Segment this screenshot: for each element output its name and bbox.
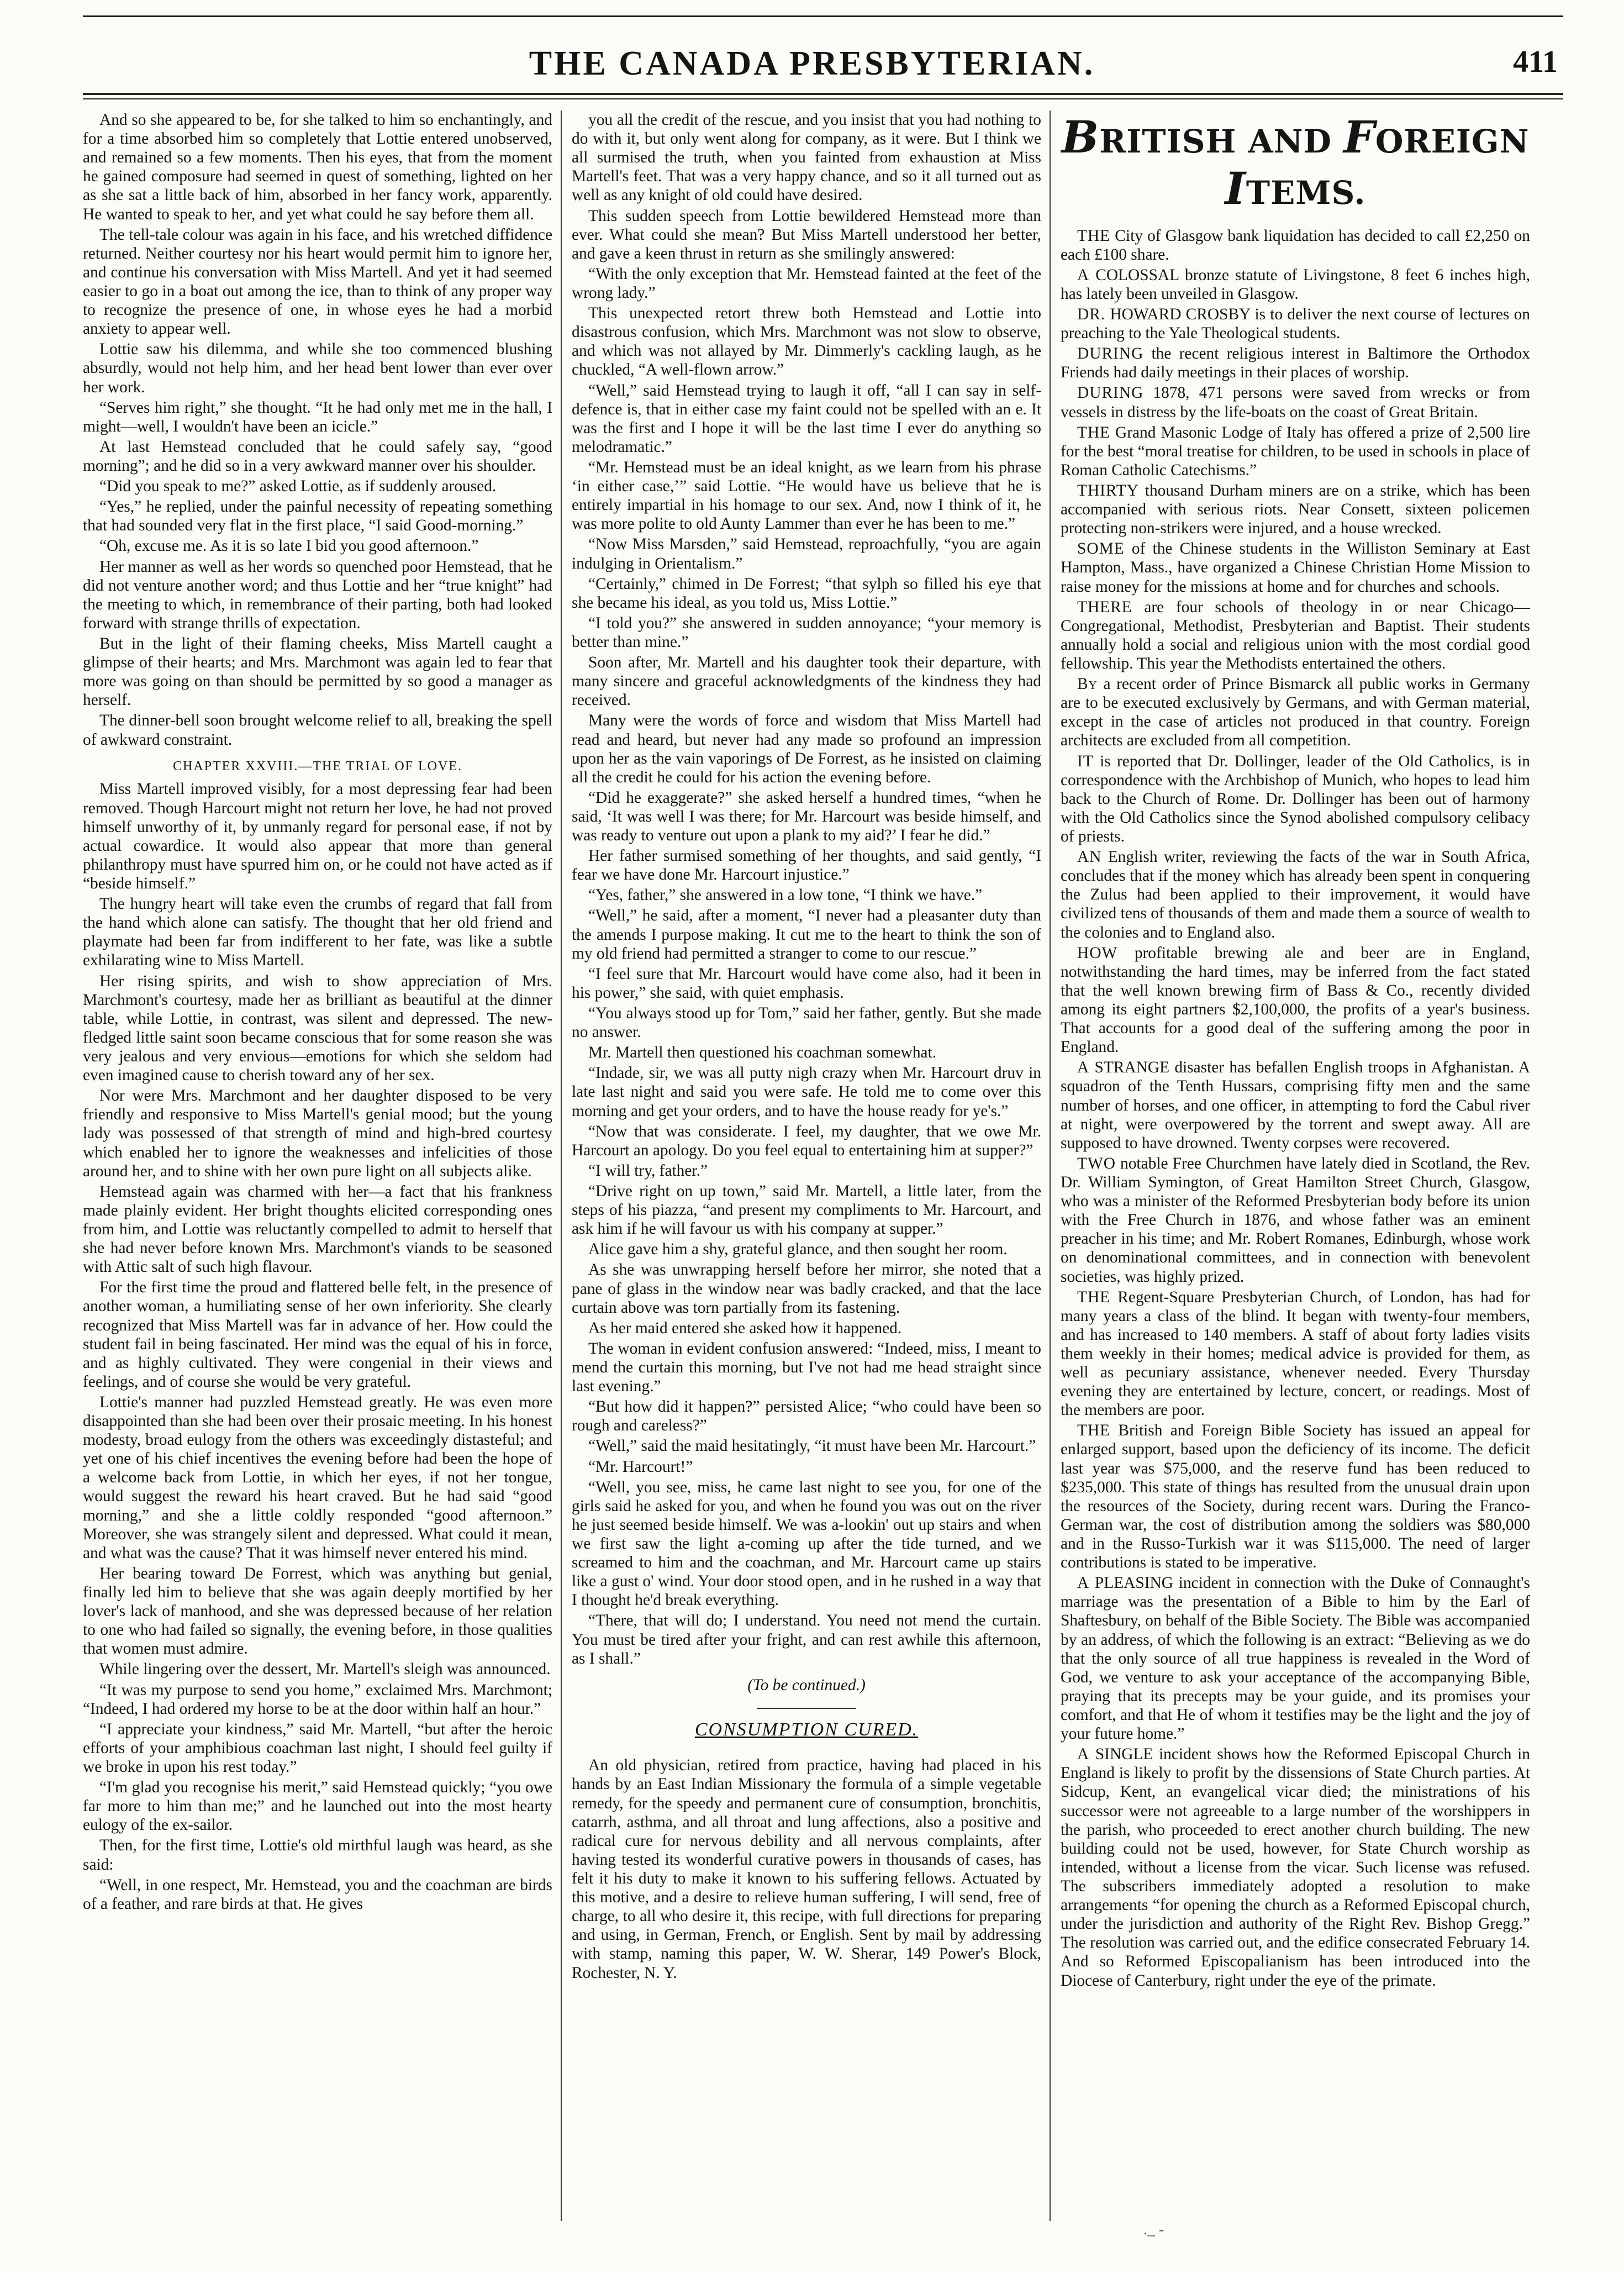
item-lead-word: By (1077, 675, 1098, 693)
consumption-cured-heading: CONSUMPTION CURED. (694, 1719, 919, 1740)
story-paragraph: “Did you speak to me?” asked Lottie, as if suddenly aroused. (99, 477, 497, 496)
running-title: THE CANADA PRESBYTERIAN. (529, 45, 1095, 82)
item-lead-word: THERE (1077, 598, 1132, 616)
story-paragraph: “Now that was considerate. I feel, my daughter, that we owe Mr. Harcourt an apology. Do you feel equal to entertaining him at supper?” (572, 1122, 1041, 1159)
story-paragraph: Her bearing toward De Forrest, which was anything but genial, finally led him to believe that she was again deeply mortified by her lover's lack of manhood, and she was depressed because of her relation to one who had failed so signally, the evening before, in those qualities that women must admire. (83, 1564, 552, 1658)
news-item: THE Grand Masonic Lodge of Italy has offered a prize of 2,500 lire for the best “moral treatise for children, to be used in schools in place of Roman Catholic Catechisms.” (1061, 423, 1530, 479)
story-paragraph: “Well,” said the maid hesitatingly, “it must have been Mr. Harcourt.” (588, 1437, 1036, 1455)
story-paragraph: The dinner-bell soon brought welcome relief to all, breaking the spell of awkward constraint. (83, 712, 552, 749)
top-rule (83, 15, 1563, 17)
story-paragraph: The tell-tale colour was again in his face, and his wretched diffidence returned. Neither courtesy nor his heart would permit him to ignore her, and continue his conversation with Miss Martell. And yet it had seemed easier to go in a boat out among the ice, than to think of any proper way to recognize the presence of one, in whose eyes he had a morbid anxiety to appear well. (83, 225, 552, 338)
story-paragraph: “I'm glad you recognise his merit,” said Hemstead quickly; “you owe far more to him than me;” and he launched out into the most hearty eulogy of the ex-sailor. (83, 1779, 552, 1834)
story-paragraph: “I appreciate your kindness,” said Mr. Martell, “but after the heroic efforts of your amphibious coachman last night, I should feel guilty if we broke in upon his rest today.” (83, 1720, 552, 1776)
news-item: THE British and Foreign Bible Society has issued an appeal for enlarged support, based upon the deficiency of its income. The deficit last year was $75,000, and the reserve fund has been reduced to $235,000. This state of things has resulted from the unusual drain upon the resources of the Society, during recent wars. During the Franco-German war, the cost of distribution among the soldiers was $80,000 and in the Russo-Turkish war it was $115,000. The need of larger contributions is stated to be imperative. (1061, 1422, 1530, 1572)
story-paragraph: “I told you?” she answered in sudden annoyance; “your memory is better than mine.” (572, 614, 1041, 651)
item-lead-word: IT (1077, 752, 1094, 770)
story-paragraph: Lottie saw his dilemma, and while she too commenced blushing absurdly, would not help him, and her head bent lower than ever over her work. (83, 340, 552, 396)
heading-initial-i: I (1225, 162, 1246, 214)
story-paragraph: “Mr. Harcourt!” (588, 1458, 693, 1476)
item-lead-word: A (1077, 1574, 1090, 1592)
news-item: THERE are four schools of theology in or near Chicago—Congregational, Methodist, Presbyterian and Baptist. Their students annually hold a social and religious union with the most cordial good fellowship. This year the Methodists entertained the others. (1061, 598, 1530, 672)
story-paragraph: Many were the words of force and wisdom that Miss Martell had read and heard, but never had any made so profound an impression upon her as the vain vaporings of De Forrest, as he insisted on claiming all the credit he could for his action the evening before. (572, 712, 1041, 786)
column-2 (572, 111, 1041, 2254)
item-lead-word: THE (1077, 227, 1111, 245)
story-paragraph: “I feel sure that Mr. Harcourt would have come also, had it been in his power,” she said, with quiet emphasis. (572, 965, 1041, 1002)
story-paragraph: “With the only exception that Mr. Hemstead fainted at the feet of the wrong lady.” (572, 265, 1041, 302)
story-paragraph: “Indade, sir, we was all putty nigh crazy when Mr. Harcourt druv in late last night and said you were safe. He told me to come over this morning and get your orders, and to have the house ready for ye's.” (572, 1064, 1041, 1120)
item-lead-word: DURING (1077, 384, 1144, 402)
heading-initial-f: F (1343, 111, 1375, 163)
news-item: A SINGLE incident shows how the Reformed Episcopal Church in England is likely to profit by the dissensions of State Church parties. At Sidcup, Kent, an evangelical vicar died; the ministrations of his successor were not agreeable to a large number of the worshippers in the parish, who proceeded to erect another church building. The new building could not be used, however, for State Church worship as intended, without a license from the vicar. Such license was refused. The subscribers immediately adopted a resolution to make arrangements “for opening the church as a Reformed Episcopal church, under the jurisdiction and authority of the Right Rev. Bishop Gregg.” The resolution was carried out, and the edifice consecrated February 14. And so Reformed Episcopalianism has been introduced into the Diocese of Canterbury, right under the eye of the primate. (1061, 1745, 1530, 1990)
item-lead-word: THIRTY (1077, 482, 1139, 500)
story-paragraph: Then, for the first time, Lottie's old mirthful laugh was heard, as she said: (83, 1837, 552, 1874)
item-lead-word: A (1077, 1059, 1090, 1077)
british-foreign-items-heading (1061, 112, 1530, 214)
news-item: THIRTY thousand Durham miners are on a strike, which has been accompanied with serious riots. Near Consett, sixteen policemen protecting non-strikers were injured, and a house wrecked. (1061, 482, 1530, 538)
news-item: DURING 1878, 471 persons were saved from wrecks or from vessels in distress by the life-boats on the coast of Great Britain. (1061, 384, 1530, 421)
consumption-cured-notice: An old physician, retired from practice, having had placed in his hands by an East Indian Missionary the formula of a simple vegetable remedy, for the speedy and permanent cure of consumption, bronchitis, catarrh, asthma, and all throat and lung affections, also a positive and radical cure for nervous debility and all nervous complaints, after having tested its wonderful curative powers in thousands of cases, has felt it his duty to make it known to his suffering fellows. Actuated by this motive, and a desire to relieve human suffering, I will send, free of charge, to all who desire it, this recipe, with full directions for preparing and using, in German, French, or English. Sent by mail by addressing with stamp, naming this paper, W. W. Sherar, 149 Power's Block, Rochester, N. Y. (572, 1756, 1041, 1982)
story-paragraph: “I will try, father.” (588, 1161, 708, 1180)
story-paragraph: “Oh, excuse me. As it is so late I bid you good afternoon.” (99, 537, 479, 555)
story-paragraph: “Now Miss Marsden,” said Hemstead, reproachfully, “you are again indulging in Orientalism.” (572, 535, 1041, 572)
news-item: HOW profitable brewing ale and beer are in England, notwithstanding the hard times, may be inferred from the fact stated that the well known brewing firm of Bass & Co., recently divided among its eight partners $2,100,000, the profits of a year's business. That accounts for a good deal of the suffering among the poor in England. (1061, 944, 1530, 1056)
to-be-continued: (To be continued.) (747, 1676, 866, 1694)
item-lead-word: THE (1077, 1422, 1111, 1440)
item-lead-word: AN (1077, 848, 1102, 866)
heading-part: OREIGN (1375, 123, 1530, 160)
news-item: TWO notable Free Churchmen have lately died in Scotland, the Rev. Dr. William Symington, of Great Hamilton Street Church, Glasgow, who was a minister of the Reformed Presbyterian body before its union with the Free Church in 1876, and whose father was an eminent preacher in his time; and Mr. Robert Romanes, Edinburgh, whose work on denominational committees, and in connection with benevolent societies, was highly prized. (1061, 1154, 1530, 1286)
column-divider (1050, 111, 1051, 2221)
story-paragraph: Soon after, Mr. Martell and his daughter took their departure, with many sincere and graceful acknowledgments of the kindness they had received. (572, 654, 1041, 709)
column-divider (561, 111, 562, 2221)
story-paragraph: “Yes,” he replied, under the painful necessity of repeating something that had sounded very flat in the first place, “I said Good-morning.” (83, 498, 552, 535)
story-paragraph: “Yes, father,” she answered in a low tone, “I think we have.” (588, 886, 983, 904)
story-paragraph: “Well,” said Hemstead trying to laugh it off, “all I can say in self-defence is, that in either case my faint could not be spelled with an e. It was the first and I hope it will be the last time I ever do anything so melodramatic.” (572, 381, 1041, 456)
news-item: DURING the recent religious interest in Baltimore the Orthodox Friends had daily meetings in their places of worship. (1061, 345, 1530, 382)
story-paragraph: But in the light of their flaming cheeks, Miss Martell caught a glimpse of their hearts; and Mrs. Marchmont was again led to fear that more was going on than should be permitted by so good a manager as herself. (83, 634, 552, 709)
item-lead-word: THE (1077, 1288, 1111, 1306)
story-paragraph: This sudden speech from Lottie bewildered Hemstead more than ever. What could she mean? But Miss Martell understood her better, and gave a keen thrust in return as she smilingly answered: (572, 207, 1041, 262)
news-item: DR. HOWARD CROSBY is to deliver the next course of lectures on preaching to the Yale Theological students. (1061, 306, 1530, 343)
story-paragraph: As her maid entered she asked how it happened. (588, 1319, 902, 1337)
story-paragraph: “But how did it happen?” persisted Alice; “who could have been so rough and careless?” (572, 1398, 1041, 1435)
news-item: AN English writer, reviewing the facts of the war in South Africa, concludes that if the money which has already been spent in conquering the Zulus had been applied to their improvement, it would have civilized tens of thousands of them and made them a source of wealth to the colonies and to England also. (1061, 848, 1530, 941)
news-item: THE City of Glasgow bank liquidation has decided to call £2,250 on each £100 share. (1061, 227, 1530, 264)
item-lead-word: HOW (1077, 944, 1118, 962)
serial-story-part-2 (83, 780, 552, 1913)
story-paragraph: Her father surmised something of her thoughts, and said gently, “I fear we have done Mr. Harcourt injustice.” (572, 847, 1041, 884)
news-item: A PLEASING incident in connection with the Duke of Connaught's marriage was the presentation of a Bible to him by the Earl of Shaftesbury, on behalf of the Bible Society. The Bible was accompanied by an address, of which the following is an extract: “Believing as we do that the only source of all true happiness is revealed in the Word of God, we venture to ask your acceptance of the accompanying Bible, praying that its precepts may be your guide, and its promises your comfort, and that He of whom it testifies may be the light and the joy of your future home.” (1061, 1574, 1530, 1743)
news-item: By a recent order of Prince Bismarck all public works in Germany are to be executed exclusively by Germans, and with German material, except in the case of articles not produced in that country. Foreign architects are excluded from all competition. (1061, 675, 1530, 750)
story-paragraph: For the first time the proud and flattered belle felt, in the presence of another woman, a humiliating sense of her own inferiority. She clearly recognized that Miss Martell was far in advance of her. How could the student fail in being fascinated. Her mind was the equal of his in force, and as highly cultivated. They were congenial in their views and feelings, and of course she would be very grateful. (83, 1278, 552, 1391)
heading-part: RITISH AND (1099, 123, 1344, 160)
story-paragraph: At last Hemstead concluded that he could safely say, “good morning”; and he did so in a very awkward manner over his shoulder. (83, 438, 552, 475)
item-lead-word: SOME (1077, 540, 1125, 558)
story-paragraph: “It was my purpose to send you home,” exclaimed Mrs. Marchmont; “Indeed, I had ordered my horse to be at the door within half an hour.” (83, 1681, 552, 1718)
story-paragraph: “Well, in one respect, Mr. Hemstead, you and the coachman are birds of a feather, and rare birds at that. He gives (83, 1876, 552, 1913)
story-paragraph: Her manner as well as her words so quenched poor Hemstead, that he did not venture another word; and thus Lottie and her “true knight” had the meeting to which, in remembrance of their parting, both had looked forward with strange thrills of expectation. (83, 557, 552, 632)
item-lead-word: DR. (1077, 306, 1106, 324)
story-paragraph: “Serves him right,” she thought. “It he had only met me in the hall, I might—well, I wouldn't have been an icicle.” (83, 398, 552, 435)
story-paragraph: “Mr. Hemstead must be an ideal knight, as we learn from his phrase ‘in either case,’” said Lottie. “He would have us believe that he is entirely impartial in his homage to our sex. And, now I think of it, he was more polite to old Aunty Lammer than ever he has been to me.” (572, 458, 1041, 533)
section-rule (757, 1708, 856, 1709)
news-item: A STRANGE disaster has befallen English troops in Afghanistan. A squadron of the Tenth Hussars, comprising fifty men and the same number of horses, and one officer, in attempting to ford the Cabul river at night, were overpowered by the torrent and swept away. All are supposed to have drowned. Twenty corpses were recovered. (1061, 1059, 1530, 1152)
story-paragraph: As she was unwrapping herself before her mirror, she noted that a pane of glass in the window near was badly cracked, and that the lace curtain above was torn partially from its fastening. (572, 1261, 1041, 1317)
story-paragraph: “Certainly,” chimed in De Forrest; “that sylph so filled his eye that she became his ideal, as you told us, Miss Lottie.” (572, 575, 1041, 612)
story-paragraph: Alice gave him a shy, grateful glance, and then sought her room. (588, 1240, 1008, 1259)
news-item: SOME of the Chinese students in the Williston Seminary at East Hampton, Mass., have organized a Chinese Christian Home Mission to raise money for the missions at home and for churches and schools. (1061, 540, 1530, 596)
story-paragraph: This unexpected retort threw both Hemstead and Lottie into disastrous confusion, which Mrs. Marchmont was not slow to observe, and which was not allayed by Mr. Dimmerly's cackling laugh, as he chuckled, “A well-flown arrow.” (572, 304, 1041, 379)
story-paragraph: you all the credit of the rescue, and you insist that you had nothing to do with it, but only went along for company, as it were. But I think we all surmised the truth, when you fainted from exhaustion at Miss Martell's feet. That was a very happy chance, and so it all turned out as well as any knight of old could have desired. (572, 111, 1041, 204)
story-paragraph: Hemstead again was charmed with her—a fact that his frankness made plainly evident. Her bright thoughts elicited corresponding ones from him, and Lottie was reluctantly compelled to admit to herself that she had never before known Mrs. Marchmont's viands to be seasoned with Attic salt of such high flavour. (83, 1182, 552, 1276)
heading-initial-b: B (1061, 111, 1100, 163)
story-paragraph: Lottie's manner had puzzled Hemstead greatly. He was even more disappointed than she had been over their prosaic meeting. In his honest modesty, broad eulogy from the others was exceedingly distasteful; and yet one of his chief incentives the evening before had been the hope of a welcome back from Lottie, in which her eyes, if not her tongue, would suggest the reward his heart craved. But he had said “good morning,” and she a little coldly responded “good afternoon.” Moreover, she was strangely silent and depressed. What could it mean, and what was the cause? That it was himself never entered his mind. (83, 1393, 552, 1562)
serial-story-part-1 (83, 111, 552, 749)
column-3 (1061, 111, 1530, 2254)
story-paragraph: “There, that will do; I understand. You need not mend the curtain. You must be tired after your fright, and can rest awhile this afternoon, as I shall.” (572, 1612, 1041, 1667)
page-number: 411 (1513, 45, 1558, 79)
story-paragraph: While lingering over the dessert, Mr. Martell's sleigh was announced. (99, 1660, 551, 1679)
column-1 (83, 111, 552, 2254)
stray-mark: ._ - (1143, 2221, 1164, 2238)
chapter-heading: CHAPTER XXVIII.—THE TRIAL OF LOVE. (173, 759, 462, 774)
story-paragraph: “You always stood up for Tom,” said her father, gently. But she made no answer. (572, 1004, 1041, 1041)
item-lead-word: DURING (1077, 345, 1144, 363)
story-paragraph: Her rising spirits, and wish to show appreciation of Mrs. Marchmont's courtesy, made her as brilliant as beautiful at the dinner table, while Lottie, in contrast, was silent and depressed. The new-fledged little saint soon became conscious that for some reason she was very jealous and very envious—emotions for which she seldom had even imagined cause to cherish toward any of her sex. (83, 972, 552, 1085)
header-rule (83, 93, 1563, 99)
item-lead-word: A (1077, 1745, 1090, 1764)
heading-part: TEMS. (1246, 173, 1366, 212)
story-paragraph: Mr. Martell then questioned his coachman somewhat. (588, 1044, 937, 1062)
story-paragraph: The hungry heart will take even the crumbs of regard that fall from the hand which alone can satisfy. The thought that her old friend and playmate had been far from indifferent to her fate, was like a subtle exhilarating wine to Miss Martell. (83, 895, 552, 970)
story-paragraph: And so she appeared to be, for she talked to him so enchantingly, and for a time absorbed him so completely that Lottie entered unobserved, and remained so a few moments. Then his eyes, that from the moment he gained composure had seemed in quest of something, lighted on her as she sat a little back of him, absorbed in her fancy work, apparently. He wanted to speak to her, and yet what could he say before them all. (83, 111, 552, 223)
news-item: THE Regent-Square Presbyterian Church, of London, has had for many years a class of the blind. It began with twenty-four members, and has increased to 140 members. A staff of about forty ladies visits them weekly in their homes; medical advice is provided for them, as well as pecuniary assistance, whenever needed. Every Thursday evening they are entertained by lecture, concert, or readings. Most of the members are poor. (1061, 1288, 1530, 1419)
news-items-list (1061, 227, 1530, 1990)
item-lead-word: A (1077, 266, 1090, 284)
story-paragraph: “Drive right on up town,” said Mr. Martell, a little later, from the steps of his piazza, “and present my compliments to Mr. Harcourt, and ask him if he will favour us with his company at supper.” (572, 1182, 1041, 1238)
item-lead-word: TWO (1077, 1154, 1116, 1172)
story-paragraph: The woman in evident confusion answered: “Indeed, miss, I meant to mend the curtain this morning, but I've not had me head straight since last evening.” (572, 1339, 1041, 1396)
news-item: A COLOSSAL bronze statute of Livingstone, 8 feet 6 inches high, has lately been unveiled in Glasgow. (1061, 266, 1530, 303)
story-paragraph: “Well, you see, miss, he came last night to see you, for one of the girls said he asked for you, and when he found you was out on the river he just seemed beside himself. We was a-lookin' out up stairs and when we first saw the light a-coming up after the tide turned, and we screamed to him and the coachman, and Mr. Harcourt came up stairs like a gust o' wind. Your door stood open, and in he rushed in a way that I thought he'd break everything. (572, 1478, 1041, 1609)
story-paragraph: Nor were Mrs. Marchmont and her daughter disposed to be very friendly and responsive to Miss Martell's genial mood; but the young lady was possessed of that strength of mind and high-bred courtesy which enabled her to ignore the weaknesses and infelicities of those around her, and to shine with her own pure light on all subjects alike. (83, 1087, 552, 1180)
item-lead-word: THE (1077, 423, 1111, 441)
story-paragraph: Miss Martell improved visibly, for a most depressing fear had been removed. Though Harcourt might not return her love, he had not proved himself unworthy of it, by unmanly regard for personal ease, if not by actual cowardice. It would also appear that more than general philanthropy must have spurred him on, or he could not have acted as if “beside himself.” (83, 780, 552, 892)
news-item: IT is reported that Dr. Dollinger, leader of the Old Catholics, is in correspondence with the Archbishop of Munich, who hopes to lead him back to the Church of Rome. Dr. Dollinger has been out of harmony with the Old Catholics since the Synod abolished compulsory celibacy of priests. (1061, 752, 1530, 845)
story-paragraph: “Did he exaggerate?” she asked herself a hundred times, “when he said, ‘It was well I was there; for Mr. Harcourt was beside himself, and was ready to venture out upon a plank to my aid?’ I fear he did.” (572, 788, 1041, 845)
serial-story-part-3 (572, 111, 1041, 1668)
story-paragraph: “Well,” he said, after a moment, “I never had a pleasanter duty than the amends I purpose making. It cut me to the heart to think the son of my old friend had permitted a stranger to come to our rescue.” (572, 907, 1041, 962)
